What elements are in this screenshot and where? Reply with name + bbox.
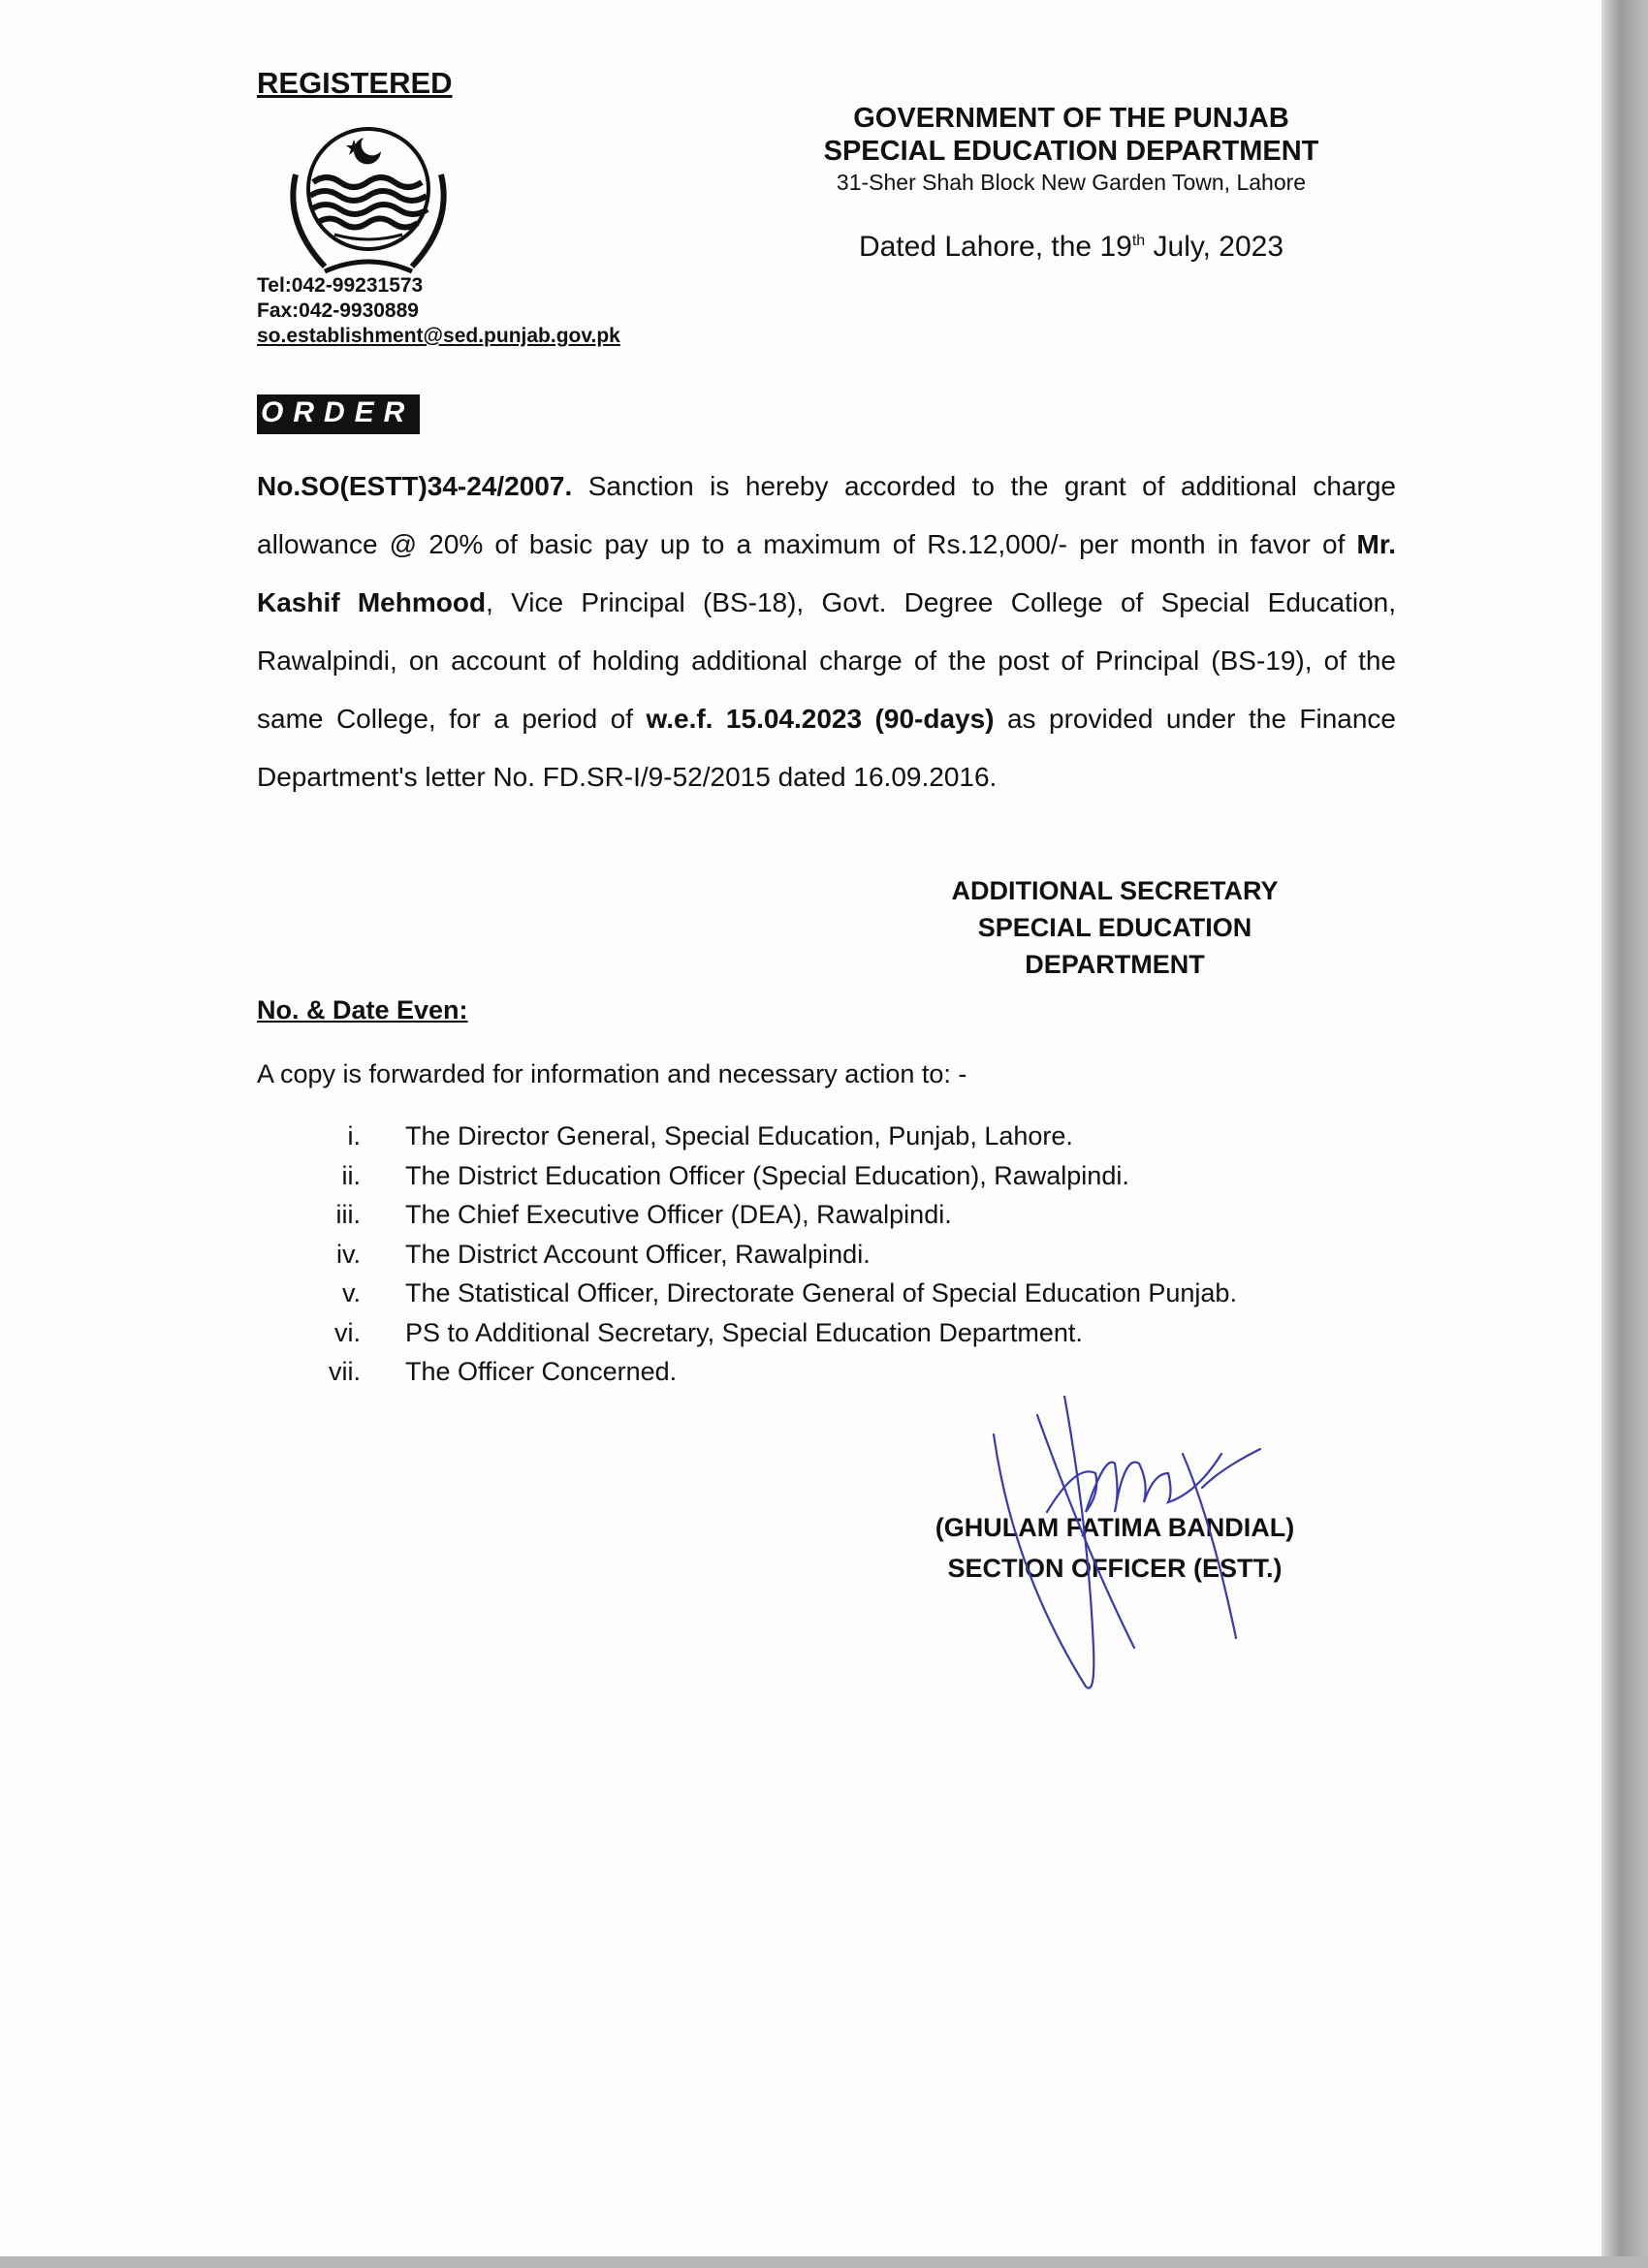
no-date-even-heading: No. & Date Even: (257, 995, 468, 1024)
department-address: 31-Sher Shah Block New Garden Town, Lahore (836, 170, 1307, 195)
fax: Fax:042-9930889 (257, 299, 419, 322)
date-prefix: Dated Lahore, the 19 (858, 231, 1132, 263)
list-item (291, 1313, 1237, 1353)
signatory-name: (GHULAM FATIMA BANDIAL) (935, 1513, 1295, 1542)
scan-edge-right (1601, 0, 1648, 2268)
issuer-line-2: SPECIAL EDUCATION (977, 913, 1252, 942)
copy-intro: A copy is forwarded for information and necessary action to: - (257, 1059, 967, 1088)
scan-edge-bottom (0, 2256, 1648, 2268)
letterhead (737, 102, 1406, 197)
order-text-3: as provided under the Finance Department's letter No. FD.SR-I/9-52/2015 dated 16.09.2016. (257, 704, 1396, 792)
signatory-title: SECTION OFFICER (ESTT.) (947, 1554, 1283, 1583)
list-text: The District Education Officer (Special Education), Rawalpindi. (405, 1160, 1129, 1190)
order-text-1: Sanction is hereby accorded to the grant of additional charge allowance @ 20% of basic pay up to a maximum of Rs.12,000/- per month in favor of (257, 471, 1396, 559)
list-item (291, 1274, 1237, 1313)
list-item (291, 1156, 1237, 1196)
order-period: w.e.f. 15.04.2023 (90-days) (646, 704, 995, 734)
list-text: The Director General, Special Education, Punjab, Lahore. (405, 1121, 1073, 1150)
list-text: PS to Additional Secretary, Special Education Department. (405, 1317, 1083, 1347)
order-heading: ORDER (257, 394, 420, 434)
list-text: The Chief Executive Officer (DEA), Rawalpindi. (405, 1200, 952, 1229)
distribution-list (291, 1117, 1237, 1392)
date-suffix-sup: th (1131, 233, 1146, 249)
telephone: Tel:042-99231573 (257, 274, 424, 297)
officer-name: Mr. Kashif Mehmood (257, 529, 1396, 617)
list-number: vi. (334, 1317, 361, 1347)
list-item (291, 1235, 1237, 1275)
list-item (291, 1117, 1237, 1156)
date-month-year: July, 2023 (1145, 231, 1284, 263)
issuer-line-1: ADDITIONAL SECRETARY (951, 876, 1279, 905)
list-number: iv. (336, 1239, 361, 1269)
government-title: GOVERNMENT OF THE PUNJAB (853, 103, 1289, 134)
list-text: The Officer Concerned. (405, 1357, 678, 1386)
issuer-line-3: DEPARTMENT (1025, 950, 1205, 979)
order-body (257, 457, 1396, 806)
list-number: i. (347, 1121, 361, 1150)
list-item (291, 1352, 1237, 1392)
list-text: The Statistical Officer, Directorate General of Special Education Punjab. (405, 1278, 1237, 1307)
order-text-2: , Vice Principal (BS-18), Govt. Degree College of Special Education, Rawalpindi, on account of holding additional charge of the post of Principal (BS-19), of the same College, for a period of (257, 587, 1396, 734)
email-link[interactable]: so.establishment@sed.punjab.gov.pk (257, 325, 620, 347)
contact-block (257, 273, 620, 349)
list-number: ii. (341, 1160, 361, 1190)
list-number: iii. (335, 1200, 361, 1229)
list-number: v. (342, 1278, 361, 1307)
handwritten-signature (979, 1396, 1299, 1696)
department-title: SPECIAL EDUCATION DEPARTMENT (823, 136, 1319, 167)
date-line (737, 231, 1406, 264)
registered-label: REGISTERED (257, 66, 453, 100)
list-item (291, 1195, 1237, 1235)
list-text: The District Account Officer, Rawalpindi. (405, 1239, 871, 1269)
list-number: vii. (329, 1357, 361, 1386)
punjab-seal-logo (267, 116, 470, 286)
order-number: No.SO(ESTT)34-24/2007. (257, 471, 573, 501)
issuer-block (872, 872, 1357, 983)
